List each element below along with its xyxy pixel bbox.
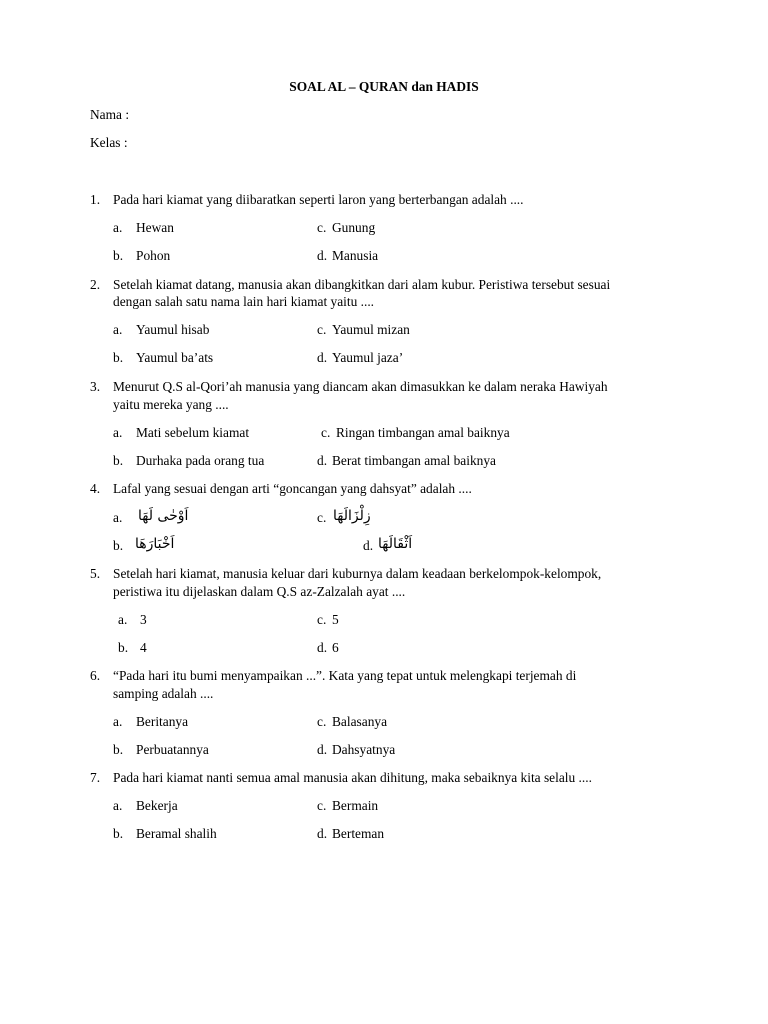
option-text: Hewan — [136, 220, 174, 235]
option-letter: d. — [317, 742, 328, 757]
question-text: Lafal yang sesuai dengan arti “goncangan yang dahsyat” adalah .... — [113, 481, 472, 496]
option-text: 3 — [140, 612, 147, 627]
question-number: 7. — [90, 770, 101, 785]
option-text: Yaumul hisab — [136, 322, 210, 337]
question-text-line1: Setelah kiamat datang, manusia akan dibangkitkan dari alam kubur. Peristiwa tersebut sesuai — [113, 277, 611, 292]
question-number: 2. — [90, 277, 101, 292]
question-text: Pada hari kiamat nanti semua amal manusia akan dihitung, maka sebaiknya kita selalu .... — [113, 770, 592, 785]
question-text-line1: Setelah hari kiamat, manusia keluar dari kuburnya dalam keadaan berkelompok-kelompok, — [113, 566, 602, 581]
option-arabic-text: اَخْبَارَهَا — [135, 536, 175, 552]
option-letter: c. — [317, 714, 327, 729]
kelas-label: Kelas : — [90, 135, 128, 150]
option-arabic-text: اَثْقَالَهَا — [378, 536, 413, 552]
option-letter: a. — [113, 322, 123, 337]
option-letter: b. — [118, 640, 129, 655]
option-text: Balasanya — [332, 714, 388, 729]
question-number: 4. — [90, 481, 101, 496]
question-text: Pada hari kiamat yang diibaratkan seperti laron yang berterbangan adalah .... — [113, 192, 524, 207]
option-text: Ringan timbangan amal baiknya — [336, 425, 510, 440]
option-letter: c. — [317, 510, 327, 525]
option-letter: c. — [317, 220, 327, 235]
option-text: Manusia — [332, 248, 379, 263]
option-letter: c. — [317, 798, 327, 813]
option-letter: d. — [317, 826, 328, 841]
option-letter: b. — [113, 453, 124, 468]
question-text-line1: Menurut Q.S al-Qori’ah manusia yang diancam akan dimasukkan ke dalam neraka Hawiyah — [113, 379, 608, 394]
option-letter: d. — [363, 538, 374, 553]
option-text: Berteman — [332, 826, 385, 841]
option-text: Dahsyatnya — [332, 742, 396, 757]
option-letter: b. — [113, 826, 124, 841]
option-text: Pohon — [136, 248, 171, 263]
question-number: 6. — [90, 668, 101, 683]
option-text: Yaumul jaza’ — [332, 350, 404, 365]
option-letter: a. — [118, 612, 128, 627]
option-letter: a. — [113, 798, 123, 813]
question-text-line2: yaitu mereka yang .... — [113, 397, 229, 412]
option-text: Gunung — [332, 220, 376, 235]
option-arabic-text: اَوْحٰى لَهَا — [138, 508, 189, 524]
option-text: Mati sebelum kiamat — [136, 425, 250, 440]
question-text-line2: dengan salah satu nama lain hari kiamat yaitu .... — [113, 294, 375, 309]
option-letter: d. — [317, 248, 328, 263]
option-letter: a. — [113, 510, 123, 525]
option-text: Yaumul ba’ats — [136, 350, 214, 365]
option-letter: b. — [113, 350, 124, 365]
option-letter: c. — [317, 612, 327, 627]
option-text: Bermain — [332, 798, 379, 813]
option-letter: a. — [113, 714, 123, 729]
option-letter: c. — [321, 425, 331, 440]
option-text: Berat timbangan amal baiknya — [332, 453, 496, 468]
option-text: 5 — [332, 612, 339, 627]
page-title: SOAL AL – QURAN dan HADIS — [289, 79, 479, 94]
option-letter: d. — [317, 640, 328, 655]
option-text: 4 — [140, 640, 147, 655]
option-text: Yaumul mizan — [332, 322, 410, 337]
question-text-line2: samping adalah .... — [113, 686, 214, 701]
option-text: 6 — [332, 640, 339, 655]
question-text-line2: peristiwa itu dijelaskan dalam Q.S az-Zalzalah ayat .... — [113, 584, 406, 599]
option-letter: c. — [317, 322, 327, 337]
question-number: 5. — [90, 566, 101, 581]
option-letter: b. — [113, 742, 124, 757]
question-text-line1: “Pada hari itu bumi menyampaikan ...”. Kata yang tepat untuk melengkapi terjemah di — [113, 668, 577, 683]
question-number: 1. — [90, 192, 101, 207]
option-letter: a. — [113, 220, 123, 235]
option-letter: b. — [113, 538, 124, 553]
option-letter: d. — [317, 350, 328, 365]
option-text: Perbuatannya — [136, 742, 209, 757]
option-letter: d. — [317, 453, 328, 468]
question-number: 3. — [90, 379, 101, 394]
option-letter: a. — [113, 425, 123, 440]
option-text: Bekerja — [136, 798, 178, 813]
nama-label: Nama : — [90, 107, 130, 122]
option-text: Durhaka pada orang tua — [136, 453, 265, 468]
option-arabic-text: زِلْزَالَهَا — [333, 508, 371, 524]
option-letter: b. — [113, 248, 124, 263]
option-text: Beramal shalih — [136, 826, 217, 841]
option-text: Beritanya — [136, 714, 189, 729]
